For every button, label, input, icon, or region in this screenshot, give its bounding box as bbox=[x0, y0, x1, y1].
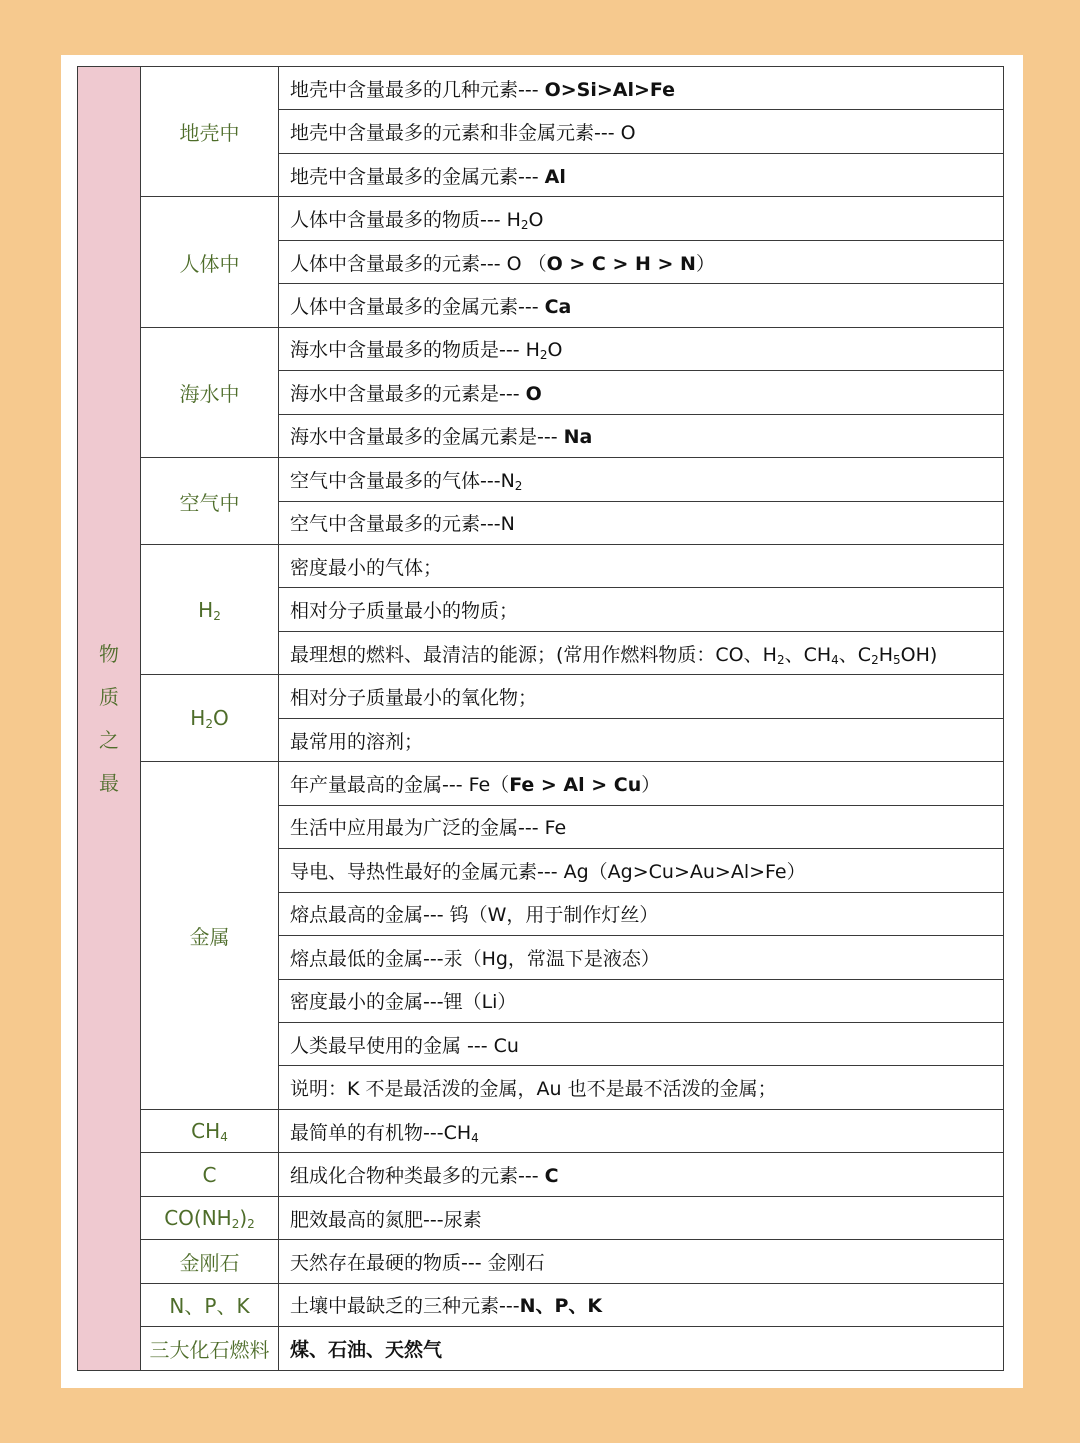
table-row bbox=[78, 1240, 1004, 1283]
table-row bbox=[78, 762, 1004, 805]
item-cell: 地壳中含量最多的金属元素--- Al bbox=[279, 153, 1004, 196]
item-cell: 人体中含量最多的物质--- $H_2O$ bbox=[279, 197, 1004, 240]
category-water: $H_2O$ bbox=[141, 675, 279, 762]
item-cell: 海水中含量最多的物质是--- $H_2O$ bbox=[279, 327, 1004, 370]
category-hydrogen: $H_2$ bbox=[141, 544, 279, 674]
item-cell: 熔点最低的金属---汞（Hg，常温下是液态） bbox=[279, 936, 1004, 979]
item-cell: 人体中含量最多的金属元素--- Ca bbox=[279, 284, 1004, 327]
category-urea: $CO(NH_2)_2$ bbox=[141, 1196, 279, 1239]
item-cell: 煤、石油、天然气 bbox=[279, 1327, 1004, 1371]
category-metal: 金属 bbox=[141, 762, 279, 1110]
side-label-char: 之 bbox=[99, 727, 119, 752]
item-cell: 密度最小的气体； bbox=[279, 544, 1004, 587]
item-cell: 密度最小的金属---锂（Li） bbox=[279, 979, 1004, 1022]
side-label-cell bbox=[78, 67, 141, 1371]
item-cell: 年产量最高的金属--- Fe（Fe > Al > Cu） bbox=[279, 762, 1004, 805]
item-cell: 地壳中含量最多的元素和非金属元素--- O bbox=[279, 110, 1004, 153]
table-row bbox=[78, 67, 1004, 110]
item-cell: 海水中含量最多的元素是--- O bbox=[279, 371, 1004, 414]
item-cell: 说明：K 不是最活泼的金属，Au 也不是最不活泼的金属； bbox=[279, 1066, 1004, 1109]
category-fossil-fuels: 三大化石燃料 bbox=[141, 1327, 279, 1371]
side-label-char: 质 bbox=[99, 684, 119, 709]
category-methane: $CH_4$ bbox=[141, 1109, 279, 1152]
item-cell: 最理想的燃料、最清洁的能源；(常用作燃料物质：CO、$H_2$、$CH_4$、$C_2H_5OH$) bbox=[279, 631, 1004, 674]
item-cell: 导电、导热性最好的金属元素--- Ag（Ag>Cu>Au>Al>Fe） bbox=[279, 849, 1004, 892]
item-cell: 人体中含量最多的元素--- O （O > C > H > N） bbox=[279, 240, 1004, 283]
item-cell: 空气中含量最多的元素---N bbox=[279, 501, 1004, 544]
item-cell: 组成化合物种类最多的元素--- C bbox=[279, 1153, 1004, 1196]
substance-superlatives-table bbox=[77, 66, 1004, 1371]
item-cell: 生活中应用最为广泛的金属--- Fe bbox=[279, 805, 1004, 848]
table-row bbox=[78, 544, 1004, 587]
category-npk: N、P、K bbox=[141, 1283, 279, 1326]
item-cell: 天然存在最硬的物质--- 金刚石 bbox=[279, 1240, 1004, 1283]
category-diamond: 金刚石 bbox=[141, 1240, 279, 1283]
table-row bbox=[78, 197, 1004, 240]
item-cell: 人类最早使用的金属 --- Cu bbox=[279, 1022, 1004, 1065]
item-cell: 地壳中含量最多的几种元素--- O>Si>Al>Fe bbox=[279, 67, 1004, 110]
category-carbon: C bbox=[141, 1153, 279, 1196]
item-cell: 相对分子质量最小的氧化物； bbox=[279, 675, 1004, 718]
category-seawater: 海水中 bbox=[141, 327, 279, 457]
item-cell: 相对分子质量最小的物质； bbox=[279, 588, 1004, 631]
category-human-body: 人体中 bbox=[141, 197, 279, 327]
item-cell: 海水中含量最多的金属元素是--- Na bbox=[279, 414, 1004, 457]
table-row bbox=[78, 1153, 1004, 1196]
table-row bbox=[78, 458, 1004, 501]
item-cell: 土壤中最缺乏的三种元素---N、P、K bbox=[279, 1283, 1004, 1326]
category-crust: 地壳中 bbox=[141, 67, 279, 197]
table-row bbox=[78, 1327, 1004, 1371]
item-cell: 空气中含量最多的气体$---N_2$ bbox=[279, 458, 1004, 501]
table-row bbox=[78, 675, 1004, 718]
category-air: 空气中 bbox=[141, 458, 279, 545]
table-row bbox=[78, 1283, 1004, 1326]
item-cell: 最简单的有机物$---CH_4$ bbox=[279, 1109, 1004, 1152]
side-label-char: 最 bbox=[99, 770, 119, 795]
side-label-char: 物 bbox=[99, 641, 119, 666]
item-cell: 熔点最高的金属--- 钨（W，用于制作灯丝） bbox=[279, 892, 1004, 935]
table-row bbox=[78, 327, 1004, 370]
item-cell: 肥效最高的氮肥---尿素 bbox=[279, 1196, 1004, 1239]
table-row bbox=[78, 1109, 1004, 1152]
table-row bbox=[78, 1196, 1004, 1239]
item-cell: 最常用的溶剂； bbox=[279, 718, 1004, 761]
